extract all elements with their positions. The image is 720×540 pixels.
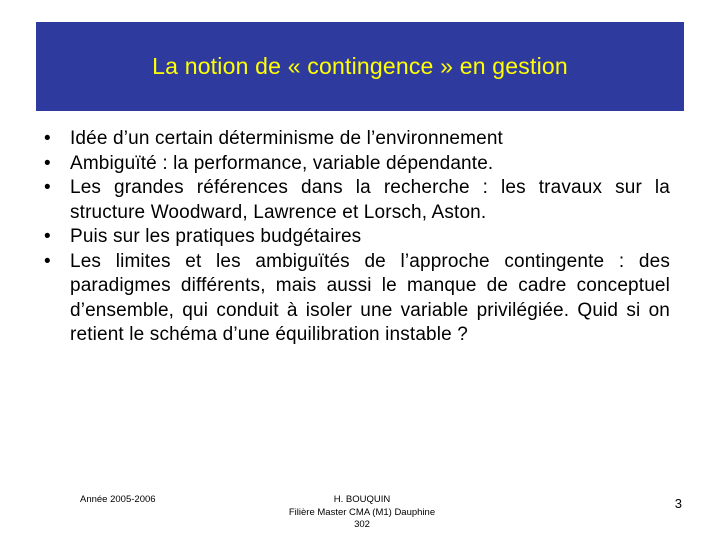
footer-date: Année 2005-2006 — [80, 494, 156, 505]
footer-program: Filière Master CMA (M1) Dauphine — [288, 506, 436, 518]
bullet-icon: • — [44, 128, 51, 149]
bullet-text: Ambiguïté : la performance, variable dépendante. — [70, 152, 494, 174]
bullet-text: Les grandes références dans la recherche : les travaux sur la structure Woodward, Lawrence et Lorsch, Aston. — [70, 177, 670, 223]
bullet-text: Puis sur les pratiques budgétaires — [70, 226, 362, 247]
bullet-item — [42, 250, 670, 348]
bullet-item — [42, 127, 670, 152]
bullet-item — [42, 225, 670, 250]
bullet-icon: • — [44, 226, 51, 247]
footer-author: H. BOUQUIN — [333, 494, 391, 505]
bullet-icon: • — [44, 250, 51, 272]
bullet-item — [42, 176, 670, 225]
bullet-icon: • — [44, 152, 51, 174]
footer-code: 302 — [354, 519, 370, 530]
bullet-list — [42, 127, 670, 348]
title-banner — [36, 22, 684, 111]
footer-author-block — [262, 494, 462, 532]
bullet-item — [42, 152, 670, 177]
page-number: 3 — [674, 496, 682, 511]
bullet-text: Idée d’un certain déterminisme de l’environnement — [70, 128, 503, 149]
bullet-icon: • — [44, 177, 51, 198]
slide-title: La notion de « contingence » en gestion — [152, 53, 568, 79]
bullet-text: Les limites et les ambiguïtés de l’approche contingente : des paradigmes différents, mais aussi le manque de cadre conceptuel d’ensemble, qui conduit à isoler une variable privilégiée. Quid si on retient le schéma d’une équilibration instable ? — [70, 250, 670, 345]
